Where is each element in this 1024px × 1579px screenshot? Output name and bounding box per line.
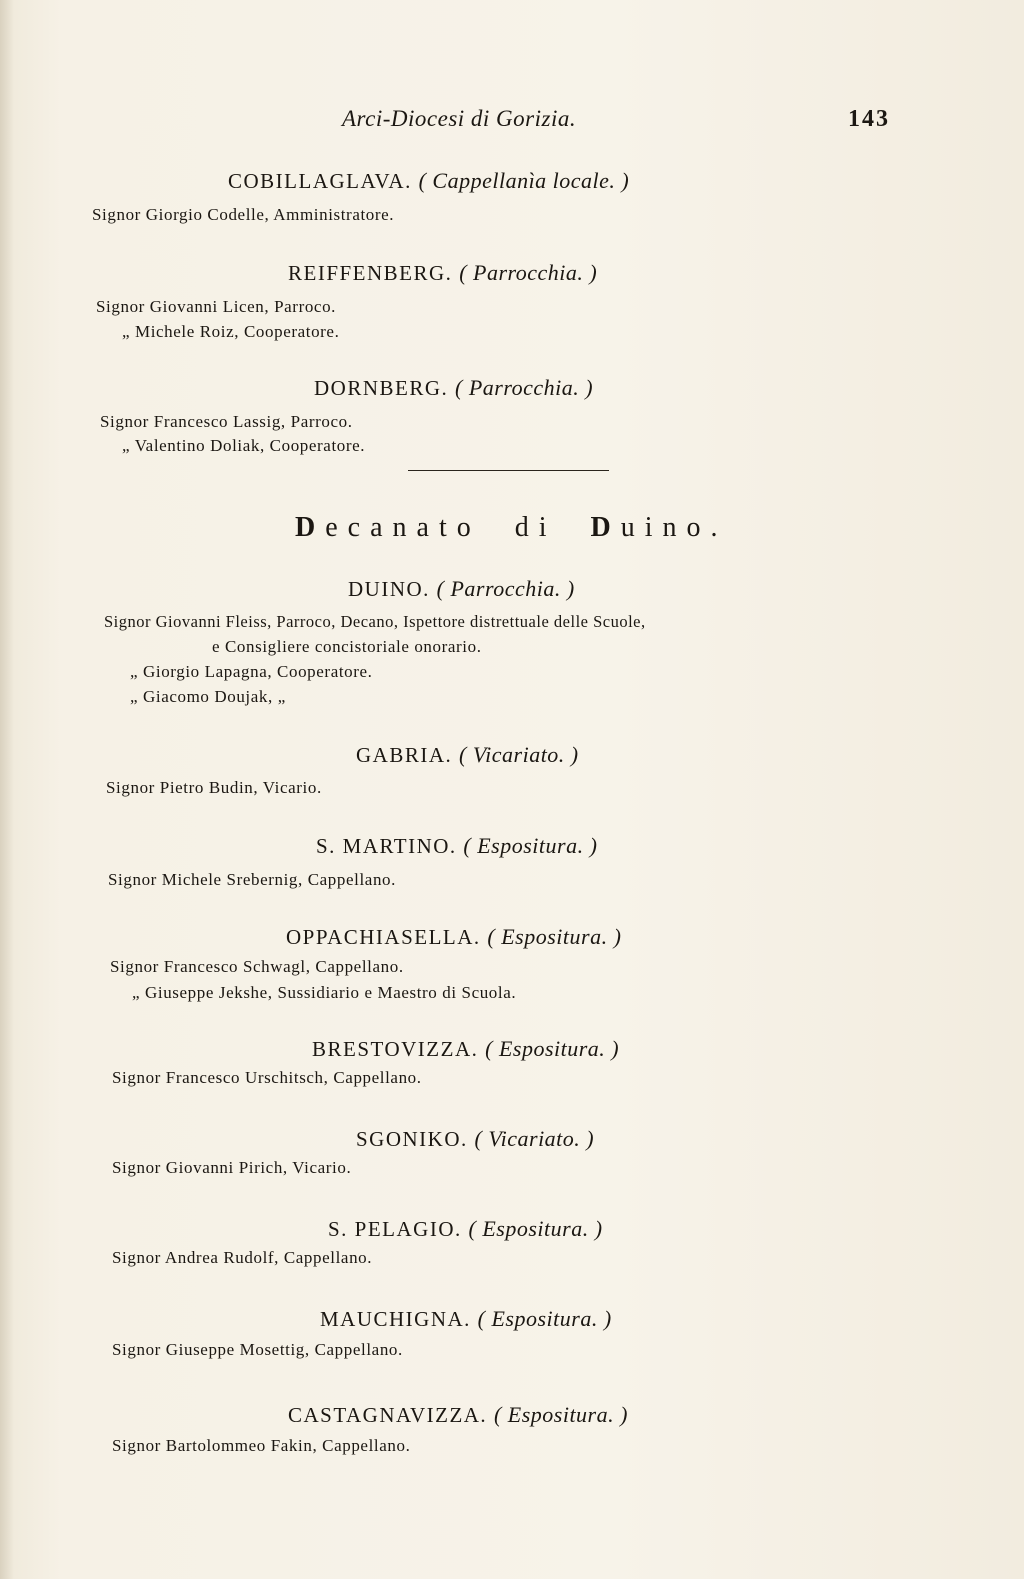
parish-type: ( Parrocchia. ) [455, 375, 594, 400]
clergy-line: Signor Francesco Lassig, Parroco. [100, 412, 353, 431]
place-name: S. PELAGIO. [328, 1217, 462, 1241]
entry-heading [320, 1306, 612, 1332]
clergy-line: Signor Francesco Urschitsch, Cappellano. [112, 1068, 422, 1087]
entry-heading [328, 1216, 603, 1242]
deanery-word: di [514, 512, 557, 543]
place-name: DORNBERG. [314, 376, 449, 400]
entry-heading [228, 168, 629, 194]
clergy-line: „ Giuseppe Jekshe, Sussidiario e Maestro di Scuola. [132, 983, 517, 1002]
deanery-initial: D [295, 512, 326, 543]
entry-heading [312, 1036, 619, 1062]
place-name: S. MARTINO. [316, 834, 457, 858]
clergy-line: Signor Giovanni Licen, Parroco. [96, 297, 337, 316]
parish-type: ( Espositura. ) [485, 1036, 620, 1061]
clergy-line: Signor Francesco Schwagl, Cappellano. [110, 957, 404, 976]
entry-heading [316, 833, 597, 859]
entry-heading [356, 1126, 594, 1152]
parish-type: ( Espositura. ) [493, 1402, 628, 1427]
place-name: BRESTOVIZZA. [312, 1037, 479, 1061]
running-head: Arci-Diocesi di Gorizia. [342, 106, 577, 131]
deanery-initial: D [590, 512, 621, 543]
place-name: OPPACHIASELLA. [286, 925, 481, 949]
entry-heading [288, 1402, 628, 1428]
entry-heading [286, 924, 621, 950]
clergy-line: Signor Giovanni Pirich, Vicario. [112, 1158, 352, 1177]
clergy-line: Signor Giorgio Codelle, Amministratore. [92, 205, 395, 224]
clergy-line: Signor Pietro Budin, Vicario. [106, 778, 322, 797]
entry-heading [288, 260, 597, 286]
clergy-line: Signor Michele Srebernig, Cappellano. [108, 870, 396, 889]
parish-type: ( Vicariato. ) [474, 1126, 595, 1151]
place-name: DUINO. [348, 577, 430, 601]
parish-type: ( Parrocchia. ) [459, 260, 598, 285]
place-name: SGONIKO. [356, 1127, 468, 1151]
parish-type: ( Espositura. ) [468, 1216, 603, 1241]
place-name: COBILLAGLAVA. [228, 169, 412, 193]
clergy-line: e Consigliere concistoriale onorario. [212, 637, 482, 656]
entry-heading [314, 375, 593, 401]
clergy-line: Signor Giuseppe Mosettig, Cappellano. [112, 1340, 403, 1359]
clergy-line: Signor Andrea Rudolf, Cappellano. [112, 1248, 373, 1267]
place-name: CASTAGNAVIZZA. [288, 1403, 488, 1427]
deanery-title [295, 512, 728, 544]
clergy-line: „ Valentino Doliak, Cooperatore. [122, 436, 366, 455]
place-name: GABRIA. [356, 743, 453, 767]
clergy-line: Signor Giovanni Fleiss, Parroco, Decano, Ispettore distrettuale delle Scuole, [104, 612, 646, 631]
place-name: REIFFENBERG. [288, 261, 453, 285]
place-name: MAUCHIGNA. [320, 1307, 471, 1331]
clergy-line: Signor Bartolommeo Fakin, Cappellano. [112, 1436, 411, 1455]
page-gutter-shadow [0, 0, 14, 1579]
deanery-word: uino. [620, 512, 728, 543]
parish-type: ( Espositura. ) [477, 1306, 612, 1331]
parish-type: ( Espositura. ) [487, 924, 622, 949]
clergy-line: „ Giorgio Lapagna, Cooperatore. [130, 662, 373, 681]
page-number: 143 [848, 106, 890, 132]
parish-type: ( Cappellanìa locale. ) [418, 168, 630, 193]
entry-heading [356, 742, 579, 768]
section-divider [408, 470, 609, 471]
clergy-line: „ Giacomo Doujak, „ [130, 687, 286, 706]
clergy-line: „ Michele Roiz, Cooperatore. [122, 322, 340, 341]
parish-type: ( Vicariato. ) [459, 742, 579, 767]
parish-type: ( Espositura. ) [463, 833, 598, 858]
entry-heading [348, 576, 575, 602]
deanery-word: ecanato [325, 512, 481, 543]
parish-type: ( Parrocchia. ) [436, 576, 575, 601]
